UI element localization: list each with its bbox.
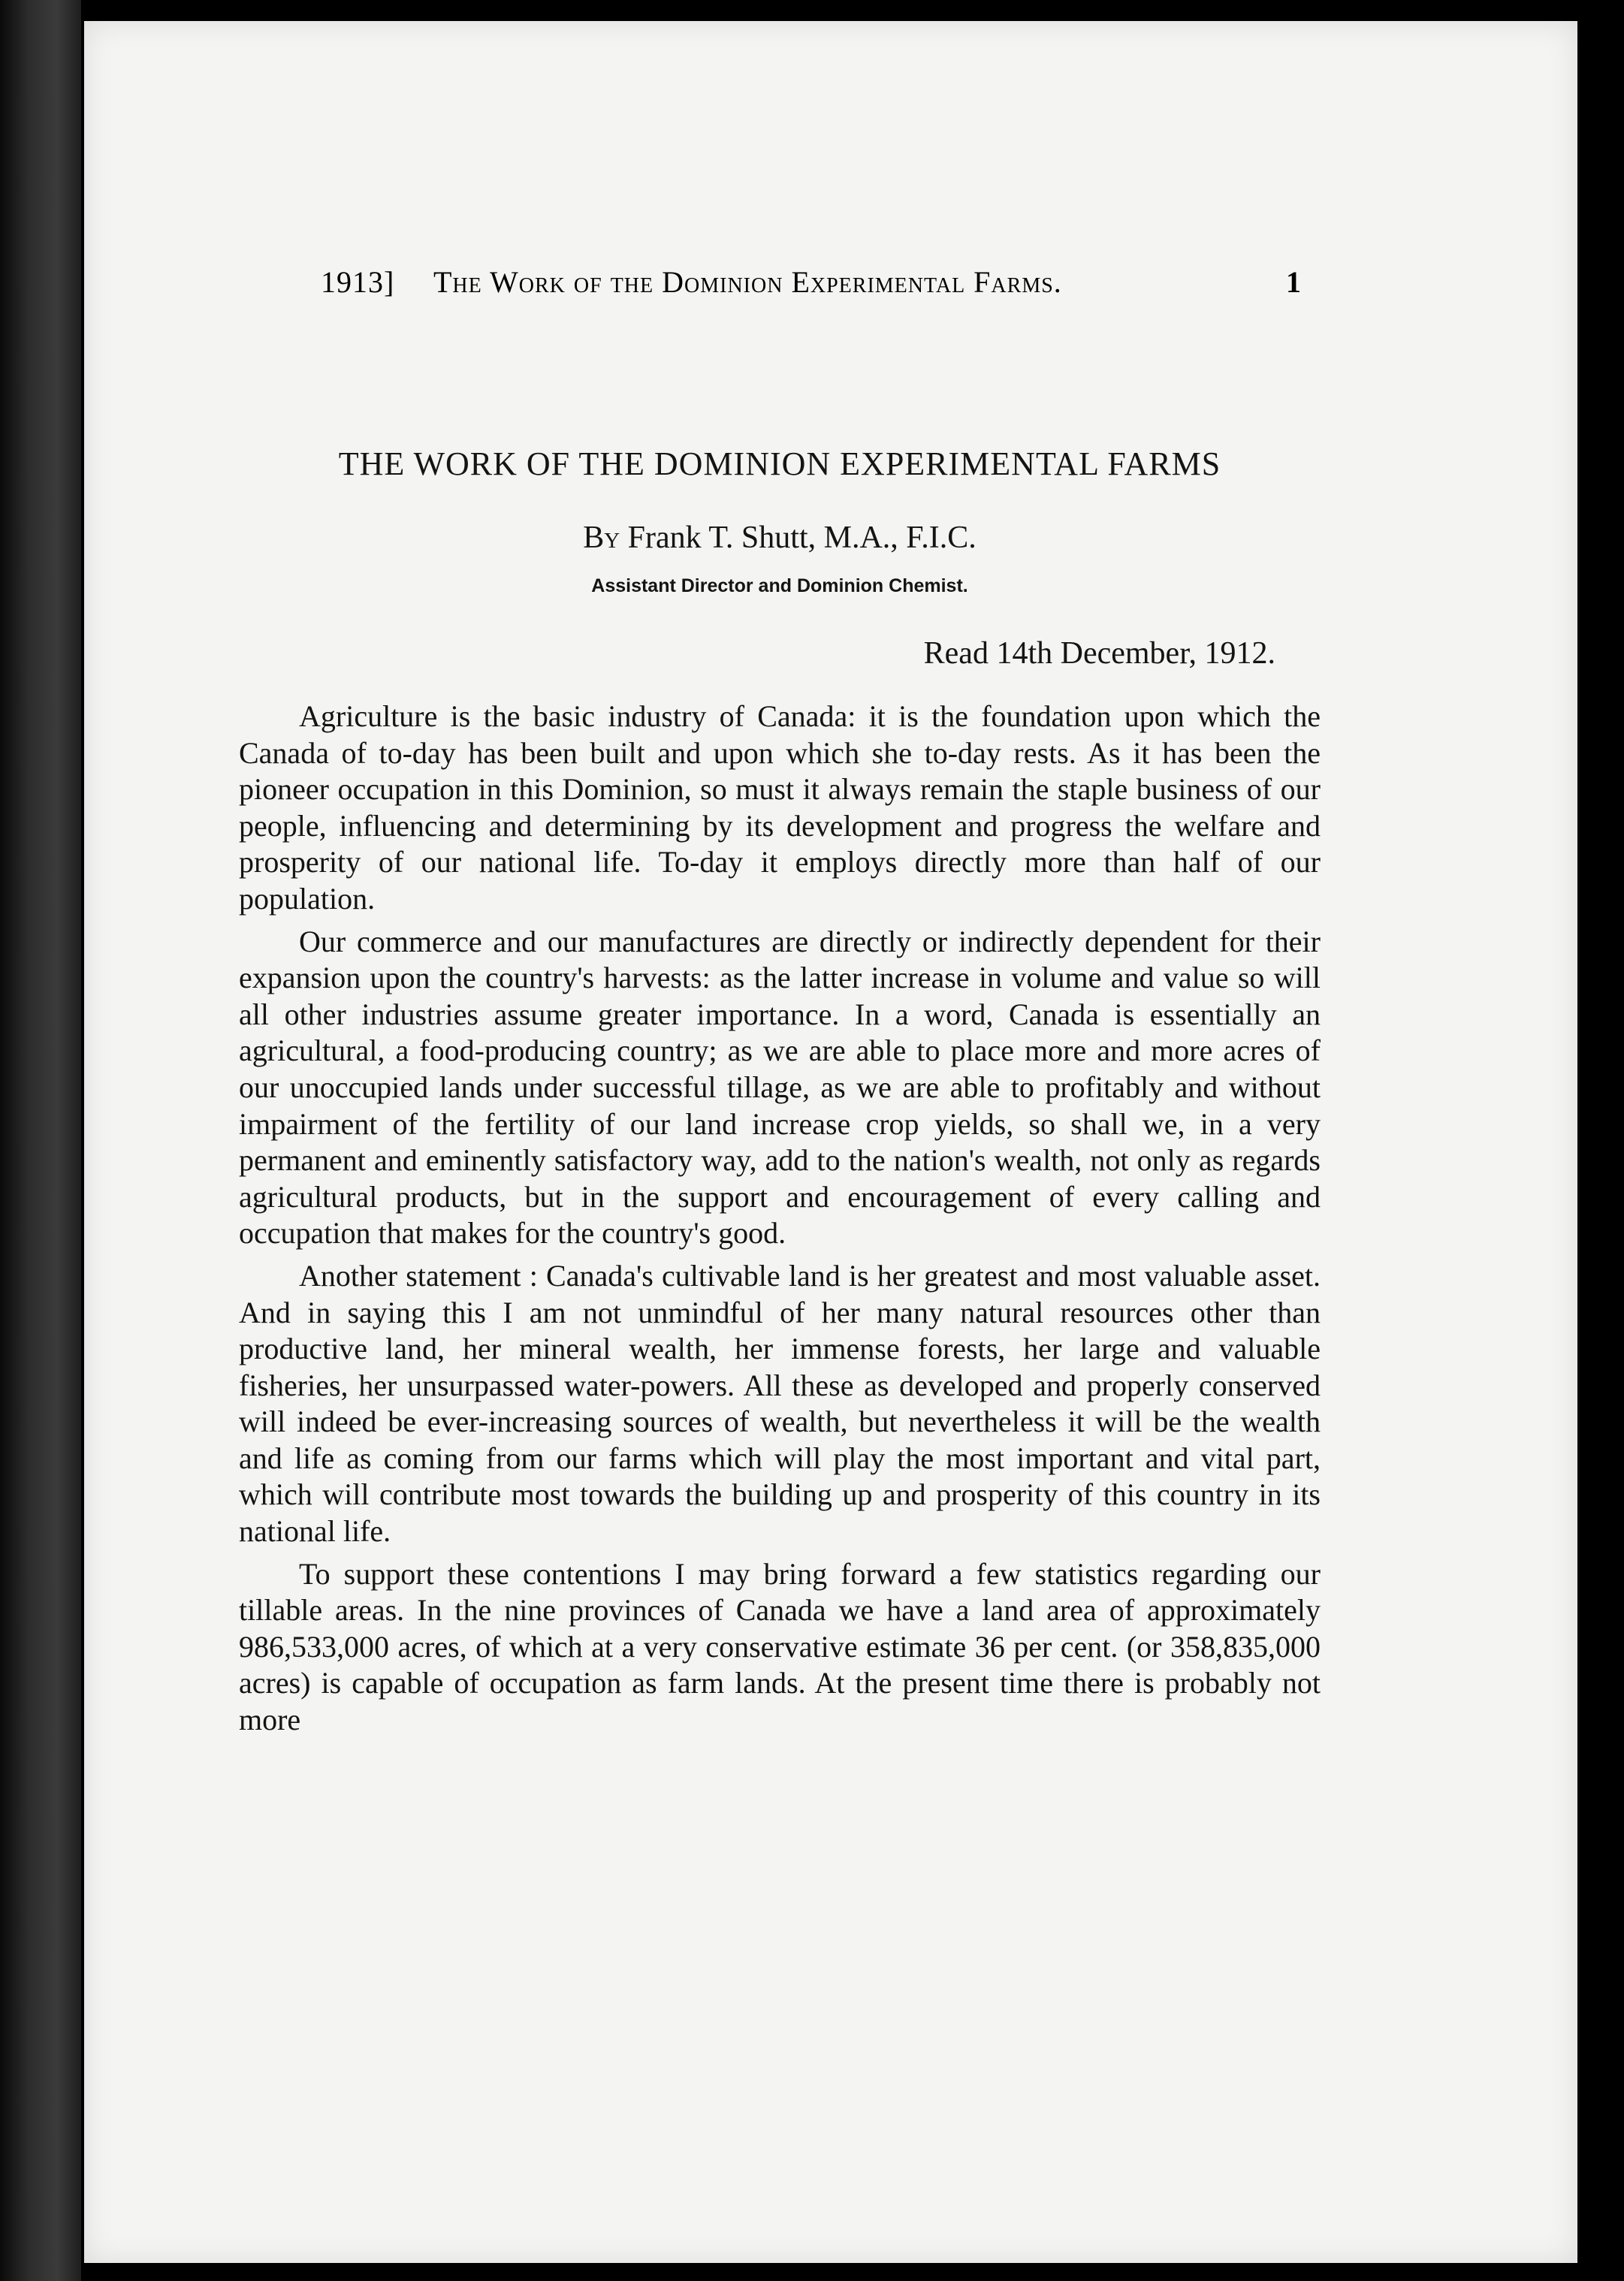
running-head-year: 1913] <box>321 265 395 299</box>
byline <box>239 520 1321 556</box>
read-date: Read 14th December, 1912. <box>923 636 1275 671</box>
byline-prefix: By <box>583 520 620 555</box>
article-title: THE WORK OF THE DOMINION EXPERIMENTAL FARMS <box>338 445 1221 482</box>
paragraph: Another statement : Canada's cultivable land is her greatest and most valuable asset. And in saying this I am not unmindful of her many natural resources other than productive land, her mineral wealth, her immense forests, her large and valuable fisheries, her unsurpassed water-powers. All these as developed and properly conserved will indeed be ever-increasing sources of wealth, but nevertheless it will be the wealth and life as coming from our farms which will play the most important and vital part, which will contribute most towards the building up and prosperity of this country in its national life. <box>239 1258 1321 1549</box>
scan-border <box>1577 0 1624 2281</box>
author-affiliation: Assistant Director and Dominion Chemist. <box>591 575 968 596</box>
running-head-title: The Work of the Dominion Experimental Farms. <box>433 265 1062 299</box>
running-head <box>84 264 1301 309</box>
paragraph: Agriculture is the basic industry of Canada: it is the foundation upon which the Canada of to-day has been built and upon which she to-day rests. As it has been the pioneer occupation in this Dominion, so must it always remain the staple business of our people, influencing and determining by its development and progress the welfare and prosperity of our national life. To-day it employs directly more than half of our population. <box>239 699 1321 916</box>
author-name: Frank T. Shutt, M.A., F.I.C. <box>627 520 977 555</box>
binding-edge <box>0 0 81 2281</box>
article-body <box>239 698 1321 1745</box>
paragraph: To support these contentions I may bring forward a few statistics regarding our tillable areas. In the nine provinces of Canada we have a land area of approximately 986,533,000 acres, of which at a very conservative estimate 36 per cent. (or 358,835,000 acres) is capable of occupation as farm lands. At the present time there is probably not more <box>239 1556 1321 1737</box>
paragraph: Our commerce and our manufactures are directly or indirectly dependent for their expansion upon the country's harvests: as the latter increase in volume and value so will all other industries assume greater importance. In a word, Canada is essentially an agricultural, a food-producing country; as we are able to place more and more acres of our unoccupied lands under successful tillage, as we are able to profitably and without impairment of the fertility of our land increase crop yields, so shall we, in a very permanent and eminently satisfactory way, add to the nation's wealth, not only as regards agricultural products, but in the support and encouragement of every calling and occupation that makes for the country's good. <box>239 924 1321 1251</box>
page-number: 1 <box>1286 265 1301 299</box>
